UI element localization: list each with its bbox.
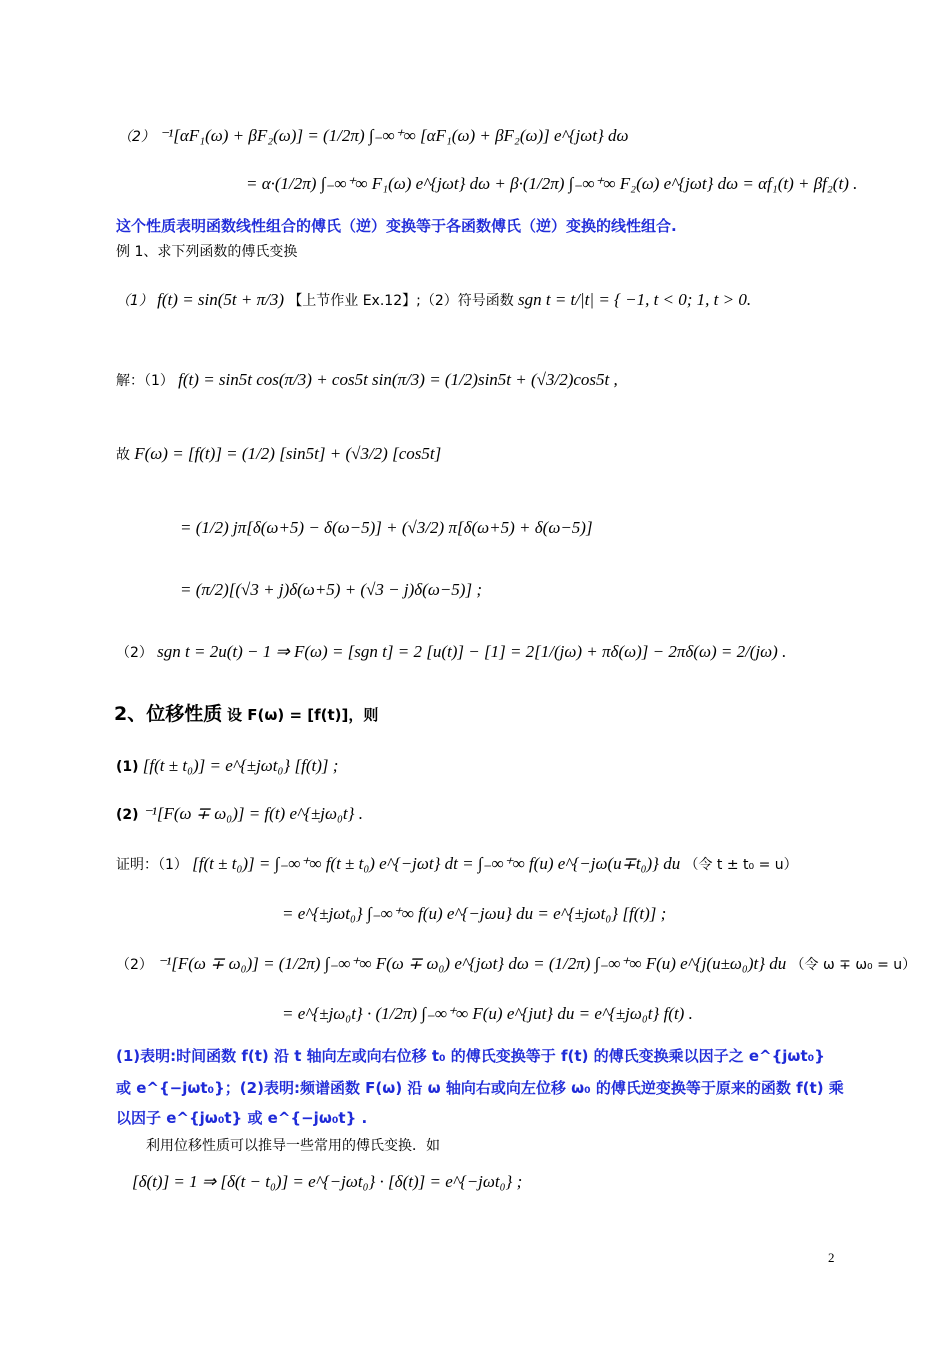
item-label: （1） (116, 293, 153, 309)
formula: sgn t = 2u(t) − 1 ⇒ F(ω) = [sgn t] = 2 [u(t)] − [1] = 2[1/(jω) + πδ(ω)] − 2πδ(ω) = 2/(jω) . (157, 642, 787, 661)
formula-sgn: sgn t = t/|t| = { −1, t < 0; 1, t > 0. (518, 290, 752, 309)
formula: = e^{±jωt₀} ∫₋∞⁺∞ f(u) e^{−jωu} du = e^{±jωt₀} [f(t)] ; (282, 904, 667, 923)
shift-property-2 (116, 804, 363, 824)
page-number: 2 (828, 1250, 835, 1265)
intro-text: 利用位移性质可以推导一些常用的傅氏变换．如 (146, 1138, 440, 1154)
shift-property-1 (116, 756, 338, 776)
solution-1 (116, 370, 618, 390)
remark-text: 以因子 e^{jω₀t} 或 e^{−jω₀t} . (116, 1109, 368, 1127)
formula: f(t) = sin(5t + π/3) (157, 290, 285, 309)
example-heading (116, 244, 297, 260)
solution-2 (116, 642, 786, 662)
item-label: (2) (116, 807, 139, 823)
item-label: 证明：（1） (116, 857, 188, 873)
shift-remark-line1 (116, 1048, 825, 1065)
solution-1-transform (116, 444, 441, 464)
formula: ⁻¹[F(ω ∓ ω₀)] = f(t) e^{±jω₀t} . (142, 804, 363, 823)
note: （令 t ± t₀ = u） (684, 857, 798, 873)
formula: = (1/2) jπ[δ(ω+5) − δ(ω−5)] + (√3/2) π[δ(ω+5) + δ(ω−5)] (180, 518, 593, 537)
item-label: 解：（1） (116, 373, 174, 389)
item-label: （2） (116, 645, 153, 661)
proof-2 (116, 954, 916, 974)
formula: [f(t ± t₀)] = e^{±jωt₀} [f(t)] ; (142, 756, 339, 775)
section-heading (114, 704, 378, 726)
formula: f(t) = sin5t cos(π/3) + cos5t sin(π/3) = (1/2)sin5t + (√3/2)cos5t , (178, 370, 618, 389)
remark-text: 或 e^{−jωt₀}；(2)表明:频谱函数 F(ω) 沿 ω 轴向右或向左位移 ω₀ 的傅氏逆变换等于原来的函数 f(t) 乘 (116, 1079, 844, 1097)
application-intro (146, 1138, 440, 1154)
application-formula (132, 1172, 522, 1192)
formula: = α·(1/2π) ∫₋∞⁺∞ F₁(ω) e^{jωt} dω + β·(1/2π) ∫₋∞⁺∞ F₂(ω) e^{jωt} dω = αf₁(t) + βf₂(t) . (246, 174, 858, 193)
proof-2-result (282, 1004, 693, 1024)
linearity-line-2a (118, 126, 629, 146)
linearity-remark (116, 218, 677, 235)
formula: F(ω) = [f(t)] = (1/2) [sin5t] + (√3/2) [cos5t] (134, 444, 442, 463)
formula: ⁻¹[αF₁(ω) + βF₂(ω)] = (1/2π) ∫₋∞⁺∞ [αF₁(ω) + βF₂(ω)] e^{jωt} dω (159, 126, 629, 145)
item-label: （2） (118, 129, 155, 145)
formula: [δ(t)] = 1 ⇒ [δ(t − t₀)] = e^{−jωt₀} · [δ(t)] = e^{−jωt₀} ; (132, 1172, 523, 1191)
formula: = e^{±jω₀t} · (1/2π) ∫₋∞⁺∞ F(u) e^{jut} du = e^{±jω₀t} f(t) . (282, 1004, 693, 1023)
example-text: 例 1、求下列函数的傅氏变换 (116, 244, 298, 260)
proof-1-result (282, 904, 666, 924)
solution-1-step2 (180, 518, 593, 538)
note: 【上节作业 Ex.12】;（2）符号函数 (288, 293, 514, 309)
formula: [f(t ± t₀)] = ∫₋∞⁺∞ f(t ± t₀) e^{−jωt} dt = ∫₋∞⁺∞ f(u) e^{−jω(u∓t₀)} du (192, 854, 681, 873)
section-title: 2、位移性质 (114, 703, 223, 725)
item-label: 故 (116, 447, 130, 463)
shift-remark-line3 (116, 1110, 367, 1127)
item-label: （2） (116, 957, 153, 973)
solution-1-result (180, 580, 482, 600)
remark-text: (1)表明:时间函数 f(t) 沿 t 轴向左或向右位移 t₀ 的傅氏变换等于 f(t) 的傅氏变换乘以因子之 e^{jωt₀} (116, 1047, 825, 1065)
shift-remark-line2 (116, 1080, 844, 1097)
linearity-line-2b (246, 174, 857, 194)
remark-text: 这个性质表明函数线性组合的傅氏（逆）变换等于各函数傅氏（逆）变换的线性组合. (116, 217, 677, 235)
item-label: (1) (116, 759, 139, 775)
formula: = (π/2)[(√3 + j)δ(ω+5) + (√3 − j)δ(ω−5)] ; (180, 580, 482, 599)
formula: ⁻¹[F(ω ∓ ω₀)] = (1/2π) ∫₋∞⁺∞ F(ω ∓ ω₀) e^{jωt} dω = (1/2π) ∫₋∞⁺∞ F(u) e^{j(u±ω₀)t} du (157, 954, 787, 973)
section-title-rest: 设 F(ω) = [f(t)]，则 (227, 706, 379, 724)
note: （令 ω ∓ ω₀ = u） (790, 957, 917, 973)
example-problems (116, 290, 751, 310)
proof-1 (116, 854, 798, 874)
